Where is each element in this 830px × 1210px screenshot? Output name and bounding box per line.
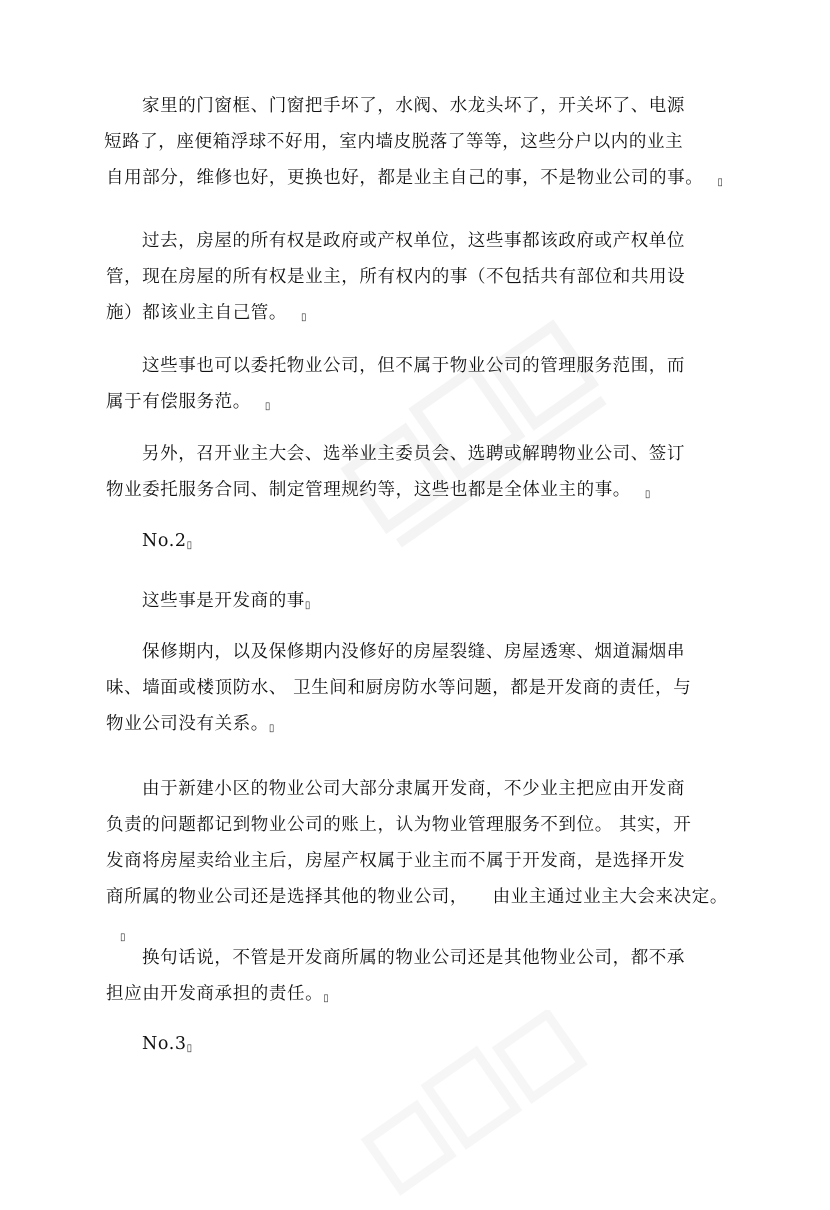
paragraph-mark: ▯ [301, 312, 308, 323]
line: 过去，房屋的所有权是政府或产权单位，这些事都该政府或产权单位 [142, 231, 685, 251]
paragraph-8 [106, 771, 746, 956]
section-subheading [106, 583, 746, 624]
paragraph-mark: ▯ [186, 1043, 193, 1054]
line: 家里的门窗框、门窗把手坏了，水阀、水龙头坏了，开关坏了、电源 [142, 96, 685, 116]
paragraph-mark: ▯ [268, 723, 276, 734]
line: 自用部分，维修也好，更换也好，都是业主自己的事，不是物业公司的事。 [106, 168, 704, 188]
line: 物业公司没有关系。 [106, 714, 269, 734]
paragraph-7 [106, 634, 746, 747]
paragraph-4 [106, 436, 746, 513]
section-heading-no2 [106, 523, 746, 564]
paragraph-mark: ▯ [717, 177, 724, 188]
subheading-text: 这些事是开发商的事 [142, 591, 305, 611]
line: 负责的问题都记到物业公司的账上，认为物业管理服务不到位。 其实，开 [106, 815, 692, 835]
paragraph-2 [106, 223, 746, 336]
line: 属于有偿服务范。 [106, 392, 251, 412]
line: 味、墙面或楼顶防水、 卫生间和厨房防水等问题，都是开发商的责任，与 [106, 678, 692, 698]
paragraph-mark: ▯ [304, 600, 312, 611]
paragraph-9 [106, 940, 746, 1017]
paragraph-1 [106, 88, 746, 201]
line: 施）都该业主自己管。 [106, 303, 287, 323]
paragraph-mark: ▯ [186, 540, 193, 551]
line: 物业委托服务合同、制定管理规约等，这些也都是全体业主的事。 [106, 480, 631, 500]
paragraph-mark: ▯ [323, 993, 330, 1004]
line: 另外，召开业主大会、选举业主委员会、选聘或解聘物业公司、签订 [142, 444, 685, 464]
line: 这些事也可以委托物业公司，但不属于物业公司的管理服务范围，而 [142, 356, 685, 376]
line: 由于新建小区的物业公司大部分隶属开发商，不少业主把应由开发商 [142, 779, 685, 799]
line: 担应由开发商承担的责任。 [106, 984, 324, 1004]
line: 保修期内，以及保修期内没修好的房屋裂缝、房屋透寒、烟道漏烟串 [142, 642, 685, 662]
paragraph-mark: ▯ [264, 401, 271, 412]
paragraph-mark: ▯ [120, 932, 127, 943]
section-heading-no3 [106, 1026, 746, 1067]
section-number: No.2 [142, 531, 187, 551]
paragraph-3 [106, 348, 746, 425]
section-number: No.3 [142, 1034, 187, 1054]
paragraph-mark: ▯ [644, 489, 652, 500]
line: 发商将房屋卖给业主后，房屋产权属于业主而不属于开发商，是选择开发 [106, 851, 686, 871]
line: 商所属的物业公司还是选择其他的物业公司， 由业主通过业主大会来决定。 [106, 887, 728, 907]
line: 管，现在房屋的所有权是业主，所有权内的事（不包括共有部位和共用设 [106, 267, 686, 287]
line: 换句话说，不管是开发商所属的物业公司还是其他物业公司，都不承 [142, 948, 685, 968]
line: 短路了，座便箱浮球不好用，室内墙皮脱落了等等，这些分户以内的业主 [104, 132, 684, 152]
